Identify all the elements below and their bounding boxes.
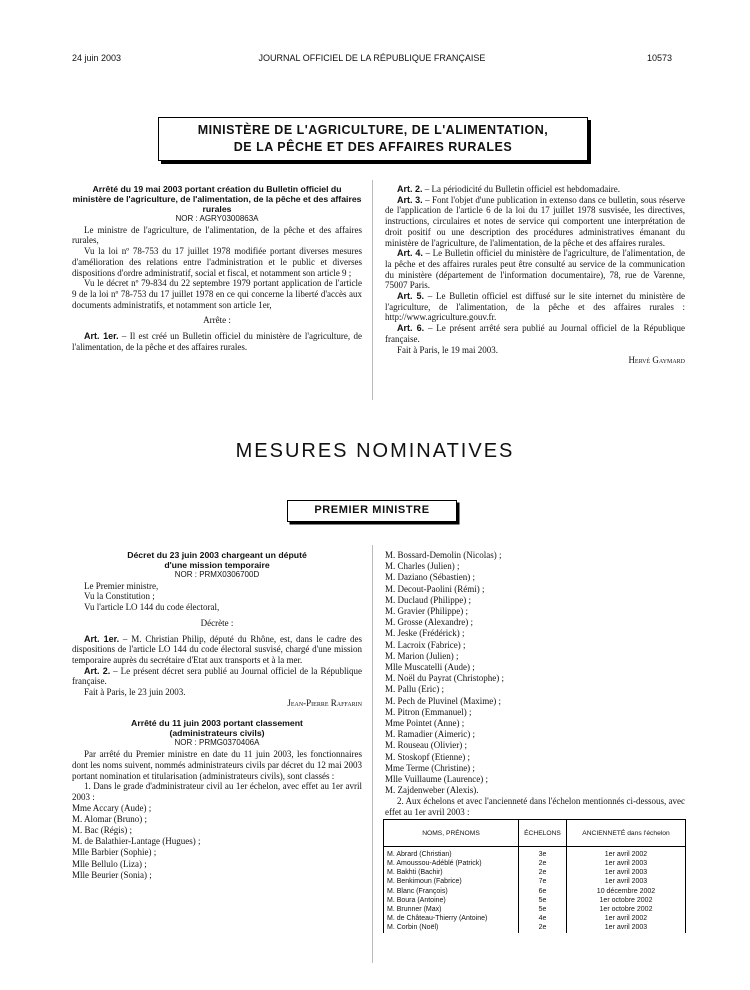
name-cell: M. de Château-Thierry (Antoine) <box>384 914 519 923</box>
list-item: M. Noël du Payrat (Christophe) ; <box>385 673 504 684</box>
decret-line: Vu l'article LO 144 du code électoral, <box>84 602 220 613</box>
decret-article <box>72 666 362 687</box>
decret-column <box>72 550 362 881</box>
list-item: M. Grosse (Alexandre) ; <box>385 617 473 628</box>
list-item: M. Daziano (Sébastien) ; <box>385 572 475 583</box>
table-row <box>384 923 686 932</box>
list-item: M. Bossard-Demolin (Nicolas) ; <box>385 550 502 560</box>
ministry-heading-line1: MINISTÈRE DE L'AGRICULTURE, DE L'ALIMENTATION, <box>197 123 549 137</box>
name-cell: M. Benkimoun (Fabrice) <box>384 877 519 886</box>
arrete2-para: 1. Dans le grade d'administrateur civil au 1er échelon, avec effet au 1er avril 2003 : <box>72 781 362 802</box>
echelon-cell: 4e <box>519 914 567 923</box>
article-text: – Le Bulletin officiel du ministère de l'agriculture, de l'alimentation, de la pêche et des affaires rurales peut être consulté au service de la communication du ministère (département de l'information documentaire), 78, rue de Varenne, 75007 Paris. <box>385 248 685 291</box>
echelon-cell: 2e <box>519 868 567 877</box>
list-item: M. Pallu (Eric) ; <box>385 684 444 695</box>
table-row <box>384 868 686 877</box>
arrete2-nor: NOR : PRMG0370406A <box>174 738 260 748</box>
list-item: M. Jeske (Frédérick) ; <box>385 628 465 639</box>
echelon-cell: 5e <box>519 896 567 905</box>
article-label: Art. 3. <box>397 194 423 205</box>
premier-ministre-box: PREMIER MINISTRE <box>287 500 457 522</box>
arrete2-para: 2. Aux échelons et avec l'ancienneté dans l'échelon mentionnés ci-dessous, avec effet au 1er avril 2003 : <box>385 796 685 818</box>
article-label: Art. 5. <box>397 291 425 302</box>
anciennete-cell: 1er avril 2003 <box>567 868 686 877</box>
list-item: M. Pech de Pluvinel (Maxime) ; <box>385 695 501 706</box>
anciennete-cell: 1er avril 2003 <box>567 923 686 932</box>
column-header: ÉCHELONS <box>519 820 567 847</box>
article-label: Art. 1er. <box>84 633 120 644</box>
decret-decrete: Décrète : <box>200 617 234 628</box>
arrete1-para: Vu le décret nº 79-834 du 22 septembre 1979 portant application de l'article 9 de la loi nº 78-753 du 17 juillet 1978 en ce qui concerne la liberté d'accès aux documents administratifs, et notamment son article 1er, <box>72 278 362 310</box>
table-row <box>384 887 686 896</box>
list-item: M. Duclaud (Philippe) ; <box>385 594 471 605</box>
decret-title-line1: Décret du 23 juin 2003 chargeant un député <box>127 550 307 560</box>
decret-fait: Fait à Paris, le 23 juin 2003. <box>84 687 186 698</box>
arrete1-article <box>72 331 362 352</box>
list-item: M. Lacroix (Fabrice) ; <box>385 639 466 650</box>
article-label: Art. 2. <box>84 665 111 676</box>
decret-title-line2: d'une mission temporaire <box>164 560 270 570</box>
article-label: Art. 2. <box>397 184 423 194</box>
article-label: Art. 4. <box>397 248 423 259</box>
article-text: – Il est créé un Bulletin officiel du ministère de l'agriculture, de l'alimentation, de la pêche et des affaires rurales. <box>72 331 362 352</box>
arrete1-article <box>385 184 685 195</box>
list-item: M. Charles (Julien) ; <box>385 561 460 572</box>
list-item: M. Zajdenweber (Alexis). <box>385 785 479 796</box>
column-header: ANCIENNETÉ dans l'échelon <box>567 820 686 847</box>
anciennete-cell: 1er avril 2003 <box>567 859 686 868</box>
decret-line: Le Premier ministre, <box>84 580 159 591</box>
list-item: M. de Balathier-Lantage (Hugues) ; <box>72 836 201 847</box>
name-cell: M. Boura (Antoine) <box>384 896 519 905</box>
name-cell: M. Amoussou-Adéblé (Patrick) <box>384 859 519 868</box>
list-item: M. Rouseau (Olivier) ; <box>385 740 467 751</box>
journal-title: JOURNAL OFFICIEL DE LA RÉPUBLIQUE FRANÇAISE <box>258 53 486 63</box>
article-text: – Le présent arrêté sera publié au Journal officiel de la République française. <box>385 323 685 344</box>
name-cell: M. Blanc (François) <box>384 887 519 896</box>
list-item: Mme Pointet (Anne) ; <box>385 718 465 729</box>
list-item: M. Bac (Régis) ; <box>72 825 132 836</box>
page-header <box>72 53 672 67</box>
article-label: Art. 1er. <box>84 331 119 342</box>
anciennete-cell: 1er octobre 2002 <box>567 896 686 905</box>
list-item: M. Decout-Paolini (Rémi) ; <box>385 583 485 594</box>
arrete2-title-line1: Arrêté du 11 juin 2003 portant classement <box>131 718 303 729</box>
anciennete-cell: 1er octobre 2002 <box>567 905 686 914</box>
anciennete-cell: 1er avril 2003 <box>567 877 686 886</box>
header-date: 24 juin 2003 <box>72 53 122 63</box>
arrete1-article <box>385 195 685 249</box>
list-item: Mme Accary (Aude) ; <box>72 802 152 813</box>
arrete1-signature: Hervé Gaymard <box>628 355 685 366</box>
name-cell: M. Brunner (Max) <box>384 905 519 914</box>
list-item: M. Gravier (Philippe) ; <box>385 606 468 617</box>
article-text: – Le présent décret sera publié au Journal officiel de la République française. <box>72 665 362 687</box>
ministry-heading-box <box>158 117 588 161</box>
list-item: Mlle Muscatelli (Aude) ; <box>385 662 475 673</box>
arrete1-arrete: Arrête : <box>203 315 231 326</box>
echelon-cell: 7e <box>519 877 567 886</box>
list-item: M. Pitron (Emmanuel) ; <box>385 706 472 717</box>
table-row <box>384 905 686 914</box>
column-divider <box>372 180 373 400</box>
article-text: – Font l'objet d'une publication in extenso dans ce bulletin, sous réserve de l'application de l'article 6 de la loi du 17 juillet 1978 susvisée, les directives, instructions, circulaires et notes de service qui comportent une interprétation de droit positif ou une description des procédures administratives émanant du ministère de l'agriculture, de l'alimentation, de la pêche et des affaires rurales. <box>385 194 685 248</box>
list-item: Mlle Beurier (Sonia) ; <box>72 869 152 880</box>
article-text: – La périodicité du Bulletin officiel est hebdomadaire. <box>422 184 621 194</box>
decret-article <box>72 634 362 666</box>
page-number: 10573 <box>646 53 672 63</box>
table-row <box>384 877 686 886</box>
name-cell: M. Abrard (Christian) <box>384 847 519 860</box>
table-row <box>384 914 686 923</box>
anciennete-cell: 10 décembre 2002 <box>567 887 686 896</box>
anciennete-cell: 1er avril 2002 <box>567 914 686 923</box>
list-item: Mlle Bellulo (Liza) ; <box>72 858 147 869</box>
list-item: Mme Terme (Christine) ; <box>385 762 475 773</box>
list-item: M. Stoskopf (Etienne) ; <box>385 751 470 762</box>
article-text: – M. Christian Philip, député du Rhône, est, dans le cadre des dispositions de l'article LO 144 du code électoral susvisé, chargé d'une mission temporaire auprès du secrétaire d'Etat aux transports et à la mer. <box>72 633 362 665</box>
column-divider <box>372 545 373 963</box>
list-item: Mlle Barbier (Sophie) ; <box>72 847 157 858</box>
table-row <box>384 896 686 905</box>
arrete1-fait: Fait à Paris, le 19 mai 2003. <box>397 344 498 355</box>
arrete1-article <box>385 323 685 344</box>
arrete2-title-line2: (administrateurs civils) <box>169 728 265 739</box>
column-header: NOMS, PRÉNOMS <box>384 820 519 847</box>
anciennete-cell: 1er avril 2002 <box>567 847 686 860</box>
decret-line: Vu la Constitution ; <box>84 591 155 602</box>
decret-signature: Jean-Pierre Raffarin <box>287 697 362 708</box>
echelon-cell: 2e <box>519 923 567 932</box>
echelons-table <box>383 819 686 933</box>
table-row <box>384 859 686 868</box>
section-heading-mesures: MESURES NOMINATIVES <box>235 440 515 462</box>
arrete1-title: Arrêté du 19 mai 2003 portant création du Bulletin officiel du ministère de l'agriculture, de l'alimentation, de la pêche et des affaires rurales <box>72 184 362 214</box>
decret-nor: NOR : PRMX0306700D <box>174 570 260 579</box>
name-cell: M. Bakhti (Bachir) <box>384 868 519 877</box>
list-item: M. Ramadier (Aimeric) ; <box>385 729 475 740</box>
echelon-cell: 5e <box>519 905 567 914</box>
article-label: Art. 6. <box>397 323 425 334</box>
names-right-column <box>385 550 685 818</box>
ministry-heading-line2: DE LA PÊCHE ET DES AFFAIRES RURALES <box>233 140 513 154</box>
arrete1-left-column <box>72 184 362 352</box>
arrete1-para: Vu la loi nº 78-753 du 17 juillet 1978 modifiée portant diverses mesures d'amélioration des relations entre l'administration et le public et diverses dispositions d'ordre administratif, social et fiscal, et notamment son article 9 ; <box>72 246 362 278</box>
echelon-cell: 2e <box>519 859 567 868</box>
echelon-cell: 3e <box>519 847 567 860</box>
arrete1-nor: NOR : AGRY0300863A <box>175 214 259 223</box>
article-text: – Le Bulletin officiel est diffusé sur le site internet du ministère de l'agriculture, de l'alimentation, de la pêche et des affaires rurales : http://www.agriculture.gouv.fr. <box>385 291 685 323</box>
arrete1-right-column <box>385 184 685 366</box>
arrete1-article <box>385 248 685 291</box>
list-item: M. Alomar (Bruno) ; <box>72 813 147 824</box>
name-cell: M. Corbin (Noël) <box>384 923 519 932</box>
arrete1-article <box>385 291 685 323</box>
list-item: M. Marion (Julien) ; <box>385 650 459 661</box>
arrete1-para: Le ministre de l'agriculture, de l'alimentation, de la pêche et des affaires rurales, <box>72 224 362 246</box>
arrete2-para: Par arrêté du Premier ministre en date du 11 juin 2003, les fonctionnaires dont les noms suivent, nommés administrateurs civils par décret du 12 mai 2003 portant nomination et titularisation (administrateurs civils), sont classés : <box>72 749 362 781</box>
echelon-cell: 6e <box>519 887 567 896</box>
table-row <box>384 847 686 860</box>
list-item: Mlle Vuillaume (Laurence) ; <box>385 774 489 785</box>
